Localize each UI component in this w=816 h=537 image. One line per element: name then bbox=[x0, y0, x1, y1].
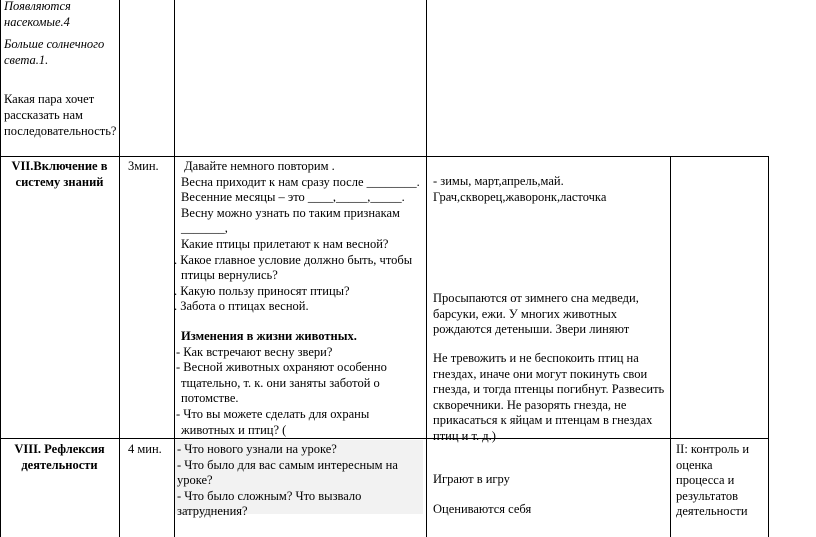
teacher-line: - Что вы можете сделать для охраны bbox=[176, 406, 370, 421]
cell-line: света.1. bbox=[4, 52, 49, 67]
teacher-line: птицы вернулись? bbox=[181, 268, 278, 283]
students-line: рождаются детеныши. Звери линяют bbox=[433, 322, 630, 337]
table-right-border bbox=[768, 156, 769, 537]
control-line: деятельности bbox=[676, 504, 748, 519]
teacher-line: Какие птицы прилетают к нам весной? bbox=[181, 236, 389, 251]
stage-title-line: систему знаний bbox=[15, 174, 104, 189]
row7-time: 3мин. bbox=[128, 159, 159, 173]
teacher-line: - Что было для вас самым интересным на bbox=[177, 457, 398, 472]
students-line: птиц и т. д.) bbox=[433, 428, 496, 443]
teacher-line: потомстве. bbox=[181, 391, 239, 406]
cell-line: Появляются bbox=[4, 0, 71, 13]
teacher-line: Весну можно узнать по таким признакам bbox=[181, 205, 400, 220]
teacher-line: - Как встречают весну звери? bbox=[176, 344, 333, 359]
row-divider-1 bbox=[0, 156, 769, 157]
row7-stage-cell bbox=[0, 159, 119, 190]
control-line: II: контроль и bbox=[676, 442, 750, 456]
col-divider-4 bbox=[670, 156, 671, 537]
students-line: барсуки, ежи. У многих животных bbox=[433, 306, 617, 321]
control-line: оценка bbox=[676, 457, 713, 472]
teacher-line: - Что нового узнали на уроке? bbox=[177, 442, 337, 456]
teacher-line: . Какую пользу приносят птицы? bbox=[174, 283, 350, 298]
students-line: скворечники. Не разорять гнезда, не bbox=[433, 397, 627, 412]
row8-time: 4 мин. bbox=[128, 442, 162, 456]
row8-teacher-cell bbox=[177, 442, 423, 520]
students-line: Оцениваются себя bbox=[433, 501, 532, 516]
teacher-line: _______, bbox=[181, 221, 228, 236]
students-line: прикасаться к яйцам и птенцам в гнездах bbox=[433, 413, 653, 428]
cell-line: Какая пара хочет bbox=[4, 92, 95, 107]
stage-title-line: VII.Включение в bbox=[11, 159, 108, 173]
row7-students-cell bbox=[433, 174, 669, 445]
stage-title-line: деятельности bbox=[21, 457, 98, 472]
teacher-line: - Что было сложным? Что вызвало bbox=[177, 488, 362, 503]
cell-line: рассказать нам bbox=[4, 107, 83, 122]
stage-title-line: VIII. Рефлексия bbox=[14, 442, 105, 456]
cell-line: Больше солнечного bbox=[4, 37, 105, 52]
teacher-heading: Изменения в жизни животных. bbox=[181, 328, 357, 343]
teacher-line: животных и птиц? ( bbox=[181, 422, 287, 437]
teacher-line: Весенние месяцы – это ____,_____,_____. bbox=[181, 190, 405, 205]
row8-students-cell bbox=[433, 472, 669, 517]
students-line: гнезда, и тогда птенцы погибнут. Развесить bbox=[433, 382, 665, 397]
cell-line: насекомые.4 bbox=[4, 14, 70, 29]
teacher-line: тщательно, т. к. они заняты заботой о bbox=[181, 375, 380, 390]
teacher-line: . Забота о птицах весной. bbox=[174, 299, 309, 314]
col-divider-1 bbox=[119, 0, 120, 537]
students-line: - зимы, март,апрель,май. bbox=[433, 174, 564, 188]
students-line: Не тревожить и не беспокоить птиц на bbox=[433, 350, 639, 365]
teacher-line: затруднения? bbox=[177, 504, 248, 519]
control-line: процесса и bbox=[676, 473, 735, 488]
students-line: Грач,скворец,жаворонк,ласточка bbox=[433, 189, 607, 204]
row8-stage-cell bbox=[0, 442, 119, 473]
teacher-line: . Какое главное условие должно быть, чтобы bbox=[174, 252, 413, 267]
teacher-line: Давайте немного повторим . bbox=[181, 159, 335, 173]
teacher-line: - Весной животных охраняют особенно bbox=[176, 360, 387, 375]
cell-line: последовательность? bbox=[4, 123, 117, 138]
top-row-stage-cell bbox=[4, 0, 118, 139]
students-line: гнездах, иначе они могут покинуть свои bbox=[433, 366, 648, 381]
teacher-line: Весна приходит к нам сразу после ________. bbox=[181, 174, 420, 189]
teacher-line: уроке? bbox=[177, 473, 213, 488]
students-line: Просыпаются от зимнего сна медведи, bbox=[433, 291, 639, 306]
control-line: результатов bbox=[676, 488, 739, 503]
row8-control-cell bbox=[676, 442, 768, 520]
row7-teacher-cell bbox=[174, 159, 426, 438]
students-line: Играют в игру bbox=[433, 472, 510, 486]
